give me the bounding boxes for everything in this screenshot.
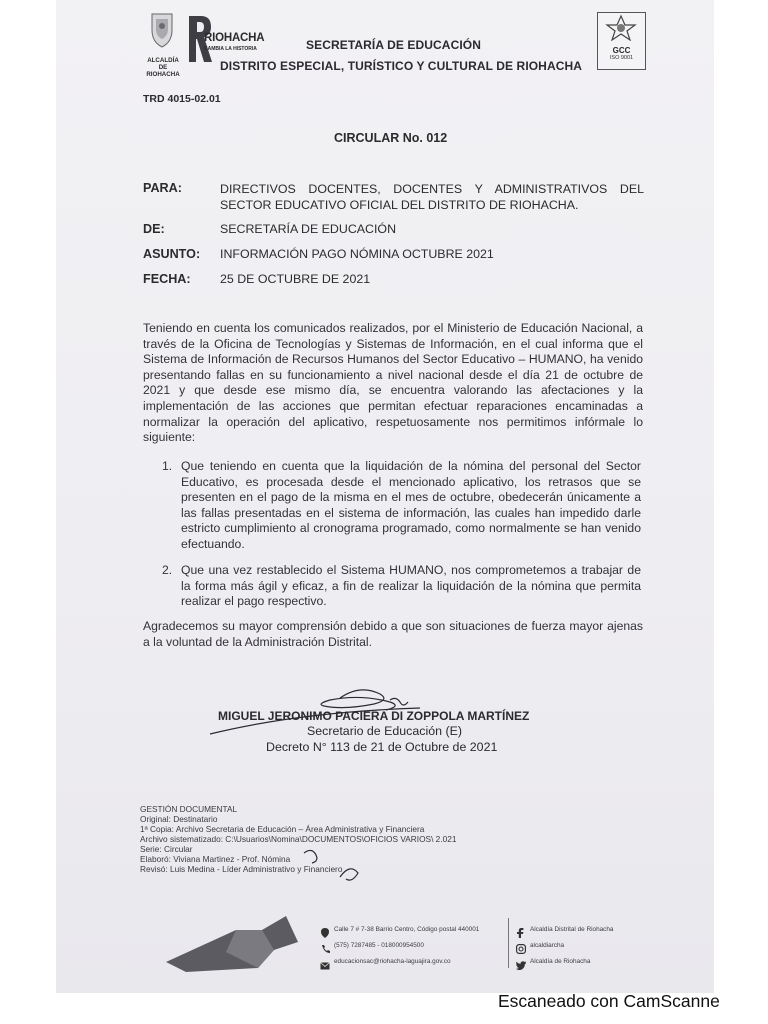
doc-mgmt-line: GESTIÓN DOCUMENTAL (140, 804, 238, 814)
intro-paragraph: Teniendo en cuenta los comunicados realizados, por el Ministerio de Educación Nacional, a través de la Oficina de Tecnologías y Sistemas de Información, en el cual informa que el Sistema de Información de Recursos Humanos del Sector Educativo – HUMANO, ha venido presentando fallas en su funcionamiento a nivel nacional desde el día 21 de octubre de 2021 y que desde ese mismo día, se encuentra valorando las afectaciones y la implementación de las acciones que permitan efectuar reparaciones encaminadas a normalizar la operación del aplicativo, respetuosamente nos permitimos infórmale lo siguiente: (143, 321, 643, 445)
municipality-label: ALCALDÍA DE RIOHACHA (146, 57, 180, 78)
field-label-asunto: ASUNTO: (143, 247, 201, 261)
field-value-fecha: 25 DE OCTUBRE DE 2021 (220, 272, 371, 286)
brand-tagline: CAMBIA LA HISTORIA (204, 46, 257, 52)
list-item-1-number: 1. (162, 459, 173, 473)
footer-arrow-graphic (166, 912, 306, 972)
scanner-watermark: Escaneado con CamScanne (498, 991, 720, 1011)
coat-of-arms-icon (144, 10, 180, 50)
brand-name: RIOHACHA (204, 32, 265, 44)
footer-email: educacionsac@riohacha-laguajira.gov.co (334, 958, 451, 965)
closing-paragraph: Agradecemos su mayor comprensión debido a que son situaciones de fuerza mayor ajenas a la voluntad de la Administración Distrital. (143, 619, 643, 649)
doc-mgmt-line: Archivo sistematizado: C:\Usuarios\Nomina\DOCUMENTOS\OFICIOS VARIOS\ 2.021 (140, 834, 457, 844)
twitter-icon (516, 957, 526, 975)
cert-code: ISO 9001 (609, 55, 634, 61)
signatory-role: Secretario de Educación (E) (307, 724, 462, 738)
doc-mgmt-line: Serie: Circular (140, 844, 193, 854)
header-title-line1: SECRETARÍA DE EDUCACIÓN (306, 38, 481, 52)
field-label-fecha: FECHA: (143, 272, 191, 286)
email-icon (320, 957, 330, 975)
list-item-2-text: Que una vez restablecido el Sistema HUMANO, nos comprometemos a trabajar de la forma más ágil y eficaz, a fin de realizar la liquidación de la nómina que permita realizar el pago respectivo. (181, 563, 641, 609)
signatory-decree: Decreto N° 113 de 21 de Octubre de 2021 (266, 740, 498, 754)
footer-instagram: alcaldiarcha (530, 942, 565, 949)
field-value-de: SECRETARÍA DE EDUCACIÓN (220, 222, 397, 236)
header-title-line2: DISTRITO ESPECIAL, TURÍSTICO Y CULTURAL DE RIOHACHA (220, 59, 583, 73)
list-item-1-text: Que teniendo en cuenta que la liquidación de la nómina del personal del Sector Educativo, es procesada desde el mencionado aplicativo, los retrasos que se presenten en el pago de la misma en el mes de octubre, obedecerán únicamente a las fallas presentadas en el sistema de información, las cuales han impedido darle estricto cumplimiento al cronograma programado, como normalmente se han venido efectuando. (181, 459, 641, 551)
location-pin-icon (320, 925, 330, 935)
cert-label: GCC (612, 46, 631, 55)
footer-facebook: Alcaldía Distrital de Riohacha (530, 926, 614, 933)
footer-twitter: Alcaldía de Riohacha (530, 958, 591, 965)
footer-phone: (575) 7287485 - 018000954500 (334, 942, 424, 949)
signatory-name: MIGUEL JERONIMO PACIERA DI ZOPPOLA MARTÍNEZ (218, 709, 530, 723)
doc-mgmt-line: Original: Destinatario (140, 814, 218, 824)
field-label-de: DE: (143, 222, 165, 236)
field-value-asunto: INFORMACIÓN PAGO NÓMINA OCTUBRE 2021 (220, 247, 494, 261)
doc-mgmt-line: Revisó: Luis Medina - Líder Administrativo y Financiero (140, 864, 343, 874)
initials-scribble (300, 845, 370, 885)
doc-mgmt-line: 1ª Copia: Archivo Secretaria de Educación – Área Administrativa y Financiera (140, 824, 425, 834)
certification-logo (597, 12, 646, 70)
doc-mgmt-line: Elaboró: Viviana Martinez - Prof. Nómina (140, 854, 291, 864)
trd-code: TRD 4015-02.01 (143, 93, 221, 105)
field-value-para: DIRECTIVOS DOCENTES, DOCENTES Y ADMINISTRATIVOS DEL SECTOR EDUCATIVO OFICIAL DEL DISTRITO DE RIOHACHA. (220, 182, 644, 212)
star-seal-icon (598, 13, 645, 41)
footer-address: Calle 7 # 7-38 Barrio Centro, Código postal 440001 (334, 926, 480, 933)
footer-divider (508, 918, 509, 968)
circular-title: CIRCULAR No. 012 (334, 131, 448, 145)
list-item-2-number: 2. (162, 563, 173, 577)
municipality-logo (144, 10, 180, 78)
field-label-para: PARA: (143, 181, 182, 195)
